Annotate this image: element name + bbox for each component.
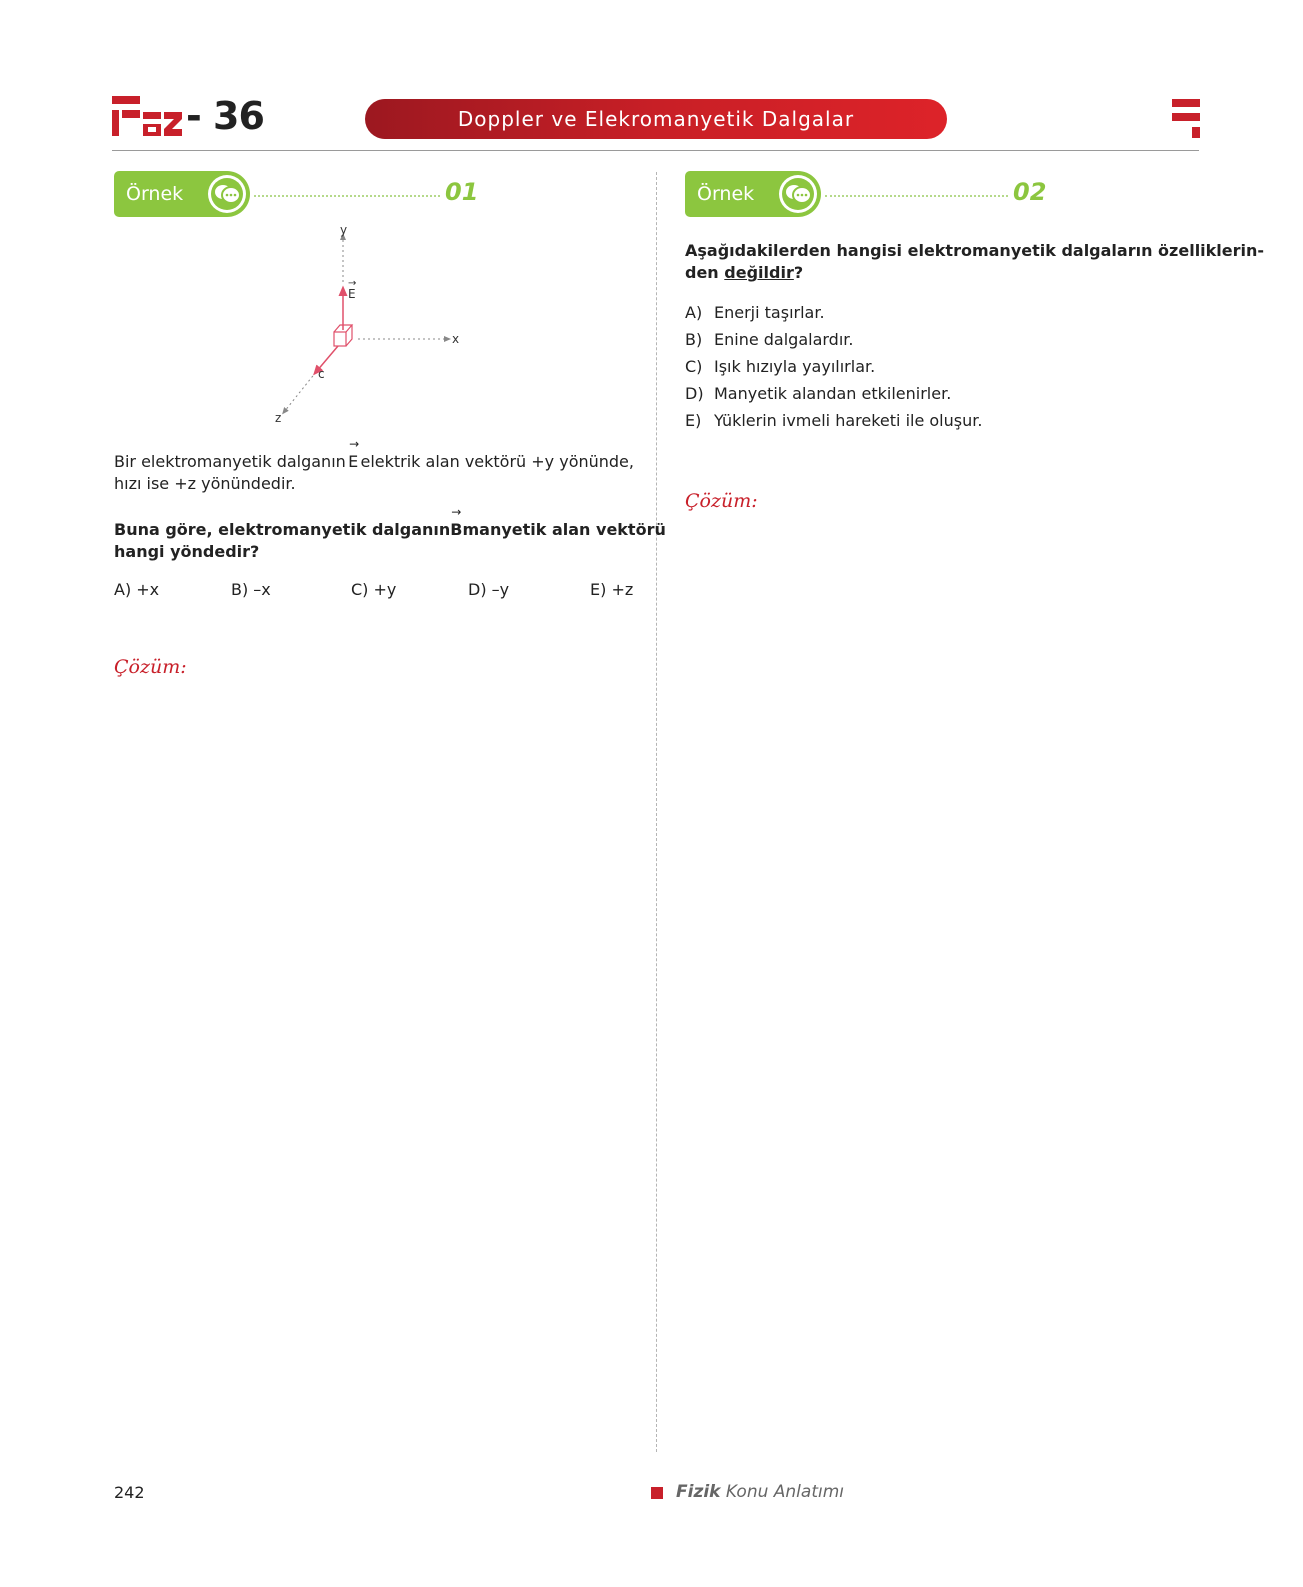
z-axis-line: [284, 372, 316, 412]
context-line-2: hızı ise +z yönündedir.: [114, 474, 296, 493]
stem-line-1: Aşağıdakilerden hangisi elektromanyetik dalgaların özelliklerin-: [685, 241, 1265, 260]
chat-bubble-icon: [777, 173, 819, 215]
footer-square-icon: [651, 1487, 663, 1499]
example-dotted-line: [254, 195, 440, 197]
q1-option-e[interactable]: E) +z: [590, 580, 634, 599]
chapter-title: Doppler ve Elekromanyetik Dalgalar: [365, 99, 947, 139]
question-number-2: 02: [1013, 178, 1047, 206]
stem-line-2: den değildir?: [685, 263, 804, 282]
faz-logo-mark: [112, 96, 182, 138]
q1-option-d[interactable]: D) –y: [468, 580, 510, 599]
logo: [112, 96, 262, 140]
question-2-stem: [685, 240, 1265, 284]
q2-option-c[interactable]: C) Işık hızıyla yayılırlar.: [685, 357, 876, 376]
e-vector-symbol: → E: [348, 437, 360, 471]
b-vector-symbol: → B: [450, 505, 463, 539]
q2-option-e[interactable]: E) Yüklerin ivmeli hareketi ile oluşur.: [685, 411, 983, 430]
y-axis-label: y: [340, 223, 348, 237]
unit-number: - 36: [186, 94, 264, 138]
context-line-1b: elektrik alan vektörü +y yönünde,: [360, 452, 634, 471]
footer-book-title: Fizik Konu Anlatımı: [676, 1482, 844, 1502]
corner-logo-icon: [1172, 99, 1200, 139]
e-label: E: [348, 287, 356, 301]
q2-option-a[interactable]: A) Enerji taşırlar.: [685, 303, 825, 322]
chat-bubble-icon: [206, 173, 248, 215]
page-number: 242: [114, 1483, 145, 1502]
stem-line-1a: Buna göre, elektromanyetik dalganın: [114, 520, 451, 539]
q2-solution-label: Çözüm:: [685, 490, 758, 512]
q1-solution-label: Çözüm:: [114, 656, 187, 678]
q2-option-b[interactable]: B) Enine dalgalardır.: [685, 330, 854, 349]
q1-option-b[interactable]: B) –x: [231, 580, 271, 599]
q1-option-c[interactable]: C) +y: [351, 580, 397, 599]
example-badge-1: [114, 171, 250, 217]
example-badge-2: [685, 171, 821, 217]
question-1-stem: [114, 505, 666, 563]
example-badge-label: Örnek: [126, 183, 184, 205]
q2-option-d[interactable]: D) Manyetik alandan etkilenirler.: [685, 384, 952, 403]
stem-line-2: hangi yöndedir?: [114, 542, 260, 561]
c-label: c: [318, 367, 325, 381]
underlined-keyword: değildir: [724, 263, 794, 282]
e-vector-arrow-mark: →: [348, 278, 357, 289]
stem-line-1b: manyetik alan vektörü: [462, 520, 666, 539]
example-badge-label: Örnek: [697, 183, 755, 205]
example-dotted-line: [825, 195, 1008, 197]
context-line-1a: Bir elektromanyetik dalganın: [114, 452, 346, 471]
question-number-1: 01: [445, 178, 479, 206]
em-wave-axes-diagram: [270, 222, 480, 432]
header-divider: [112, 150, 1199, 151]
question-1-context: [114, 437, 634, 495]
q1-option-a[interactable]: A) +x: [114, 580, 160, 599]
column-divider: [656, 172, 657, 1452]
z-axis-label: z: [275, 411, 282, 425]
x-axis-label: x: [452, 332, 460, 346]
